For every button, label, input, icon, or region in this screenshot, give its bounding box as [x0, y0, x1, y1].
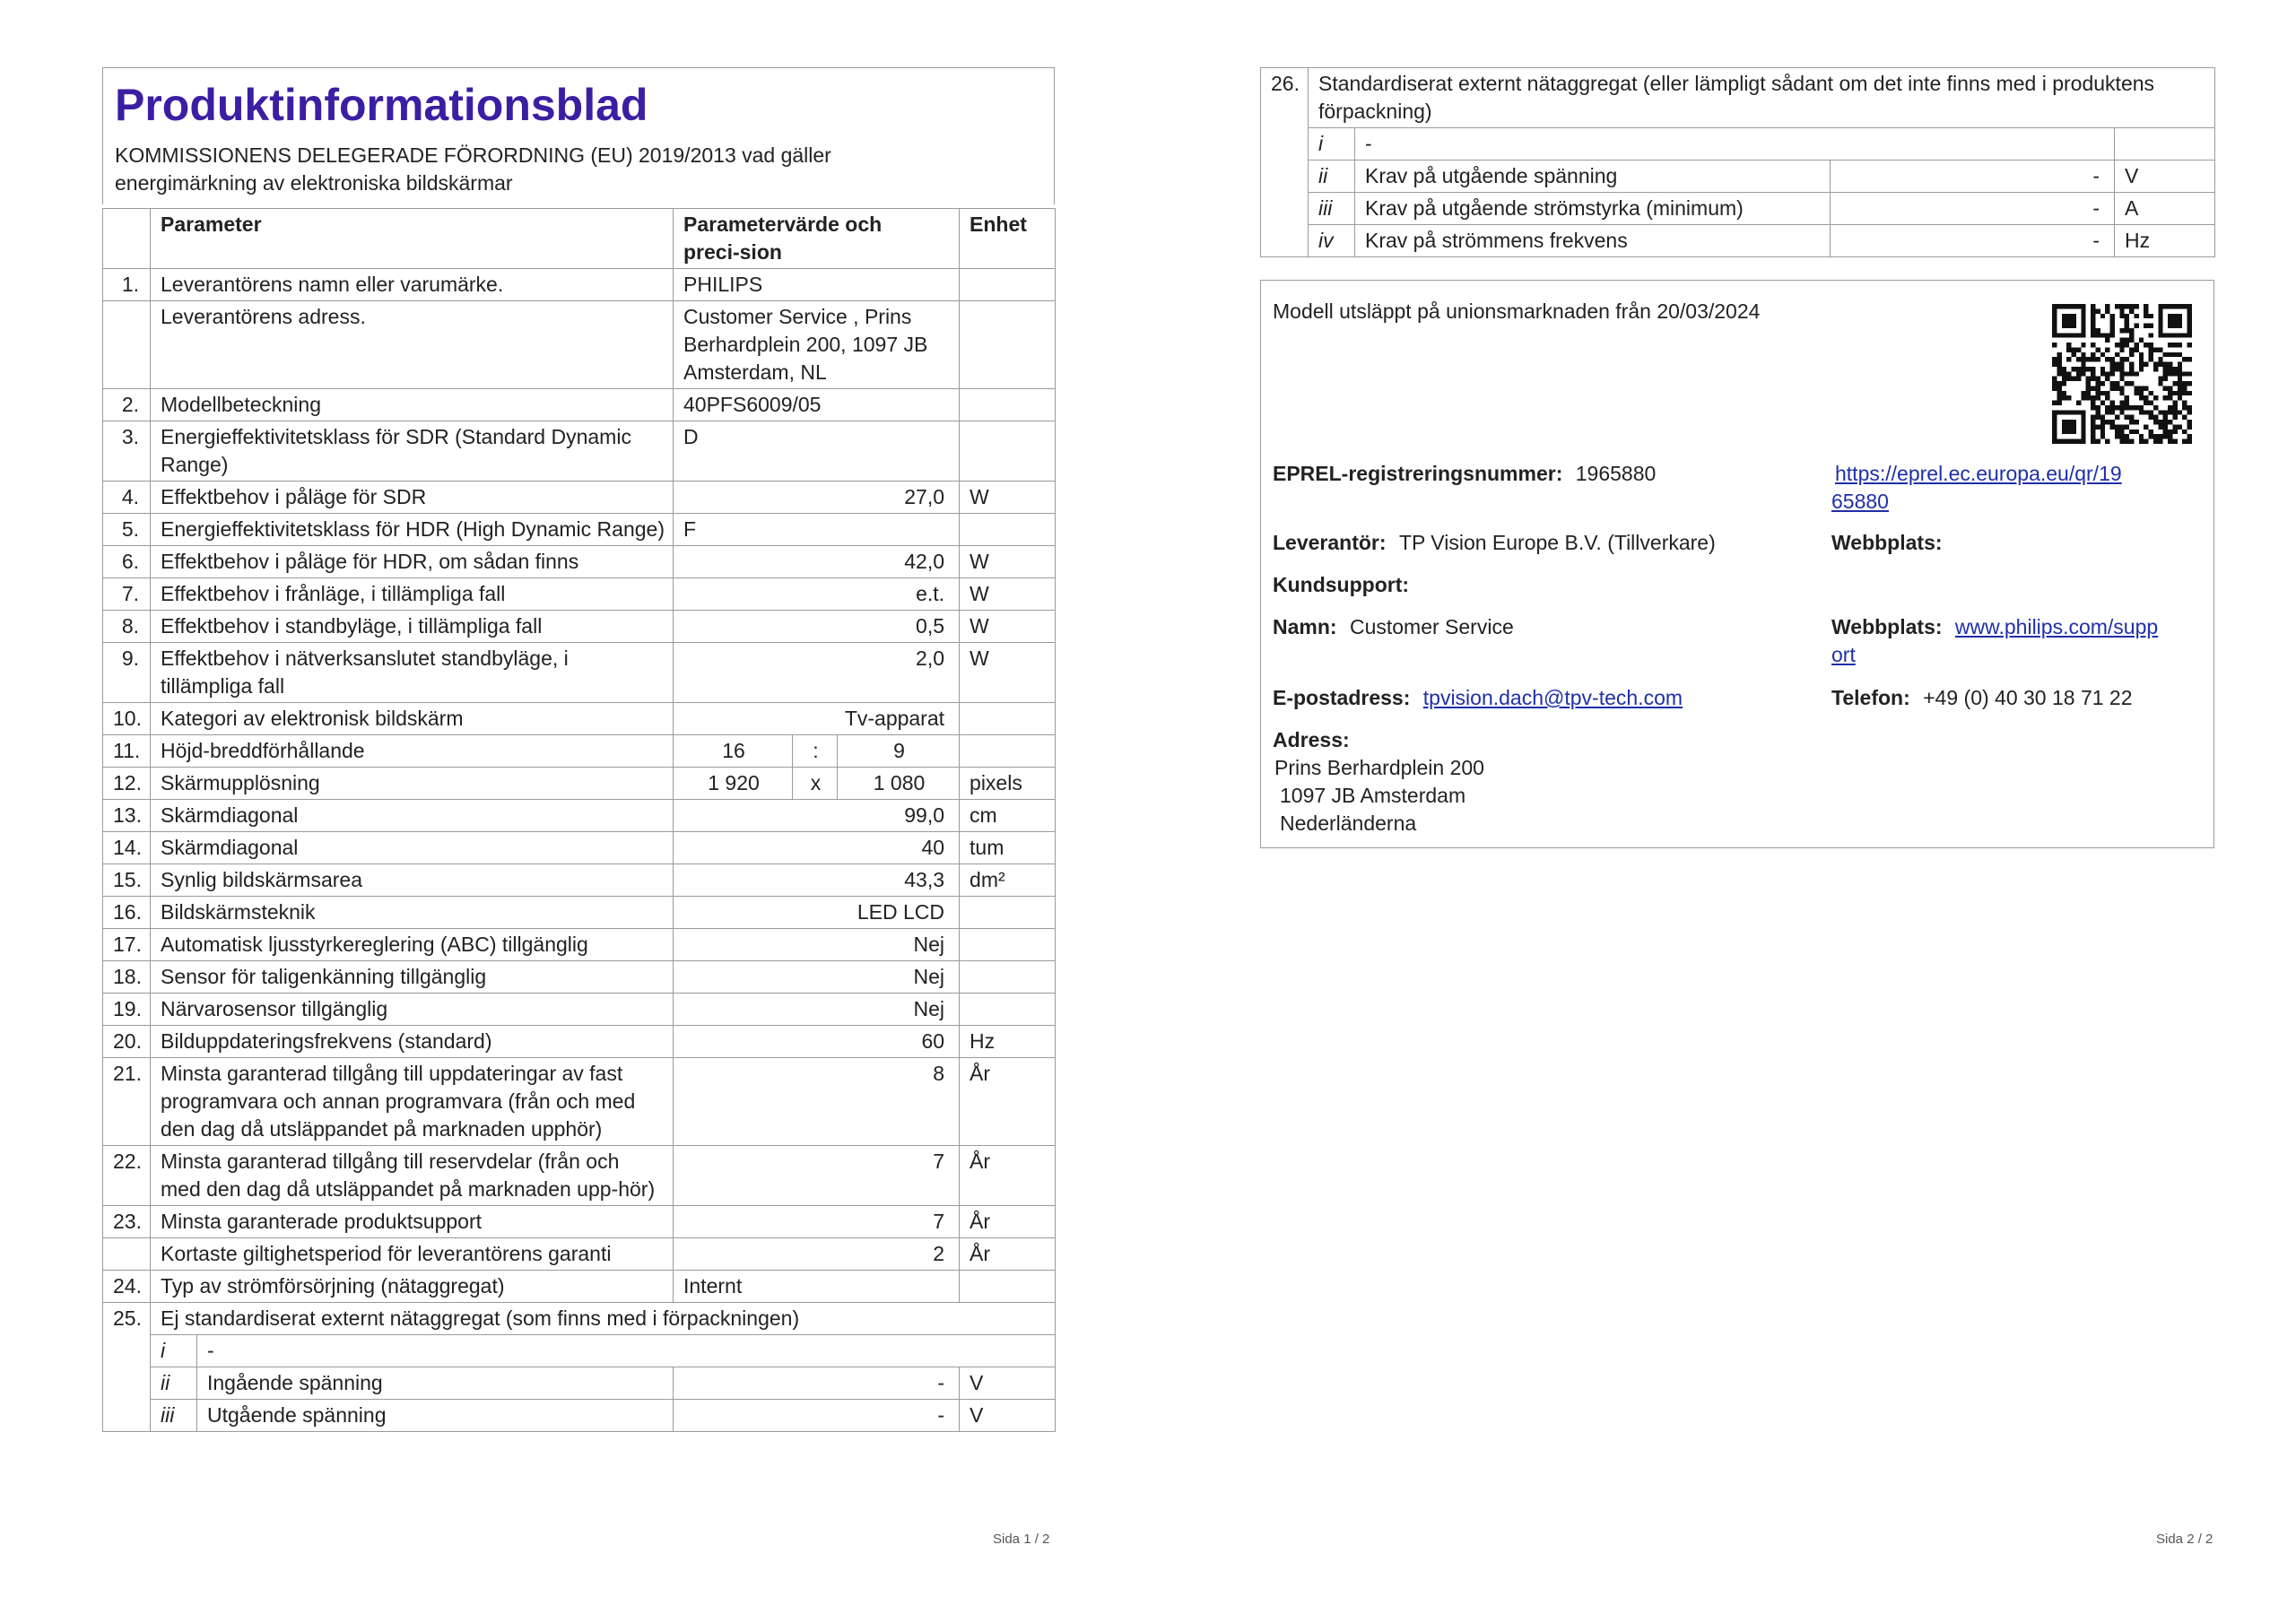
table-row	[103, 269, 1056, 301]
table-row	[103, 703, 1056, 735]
value-cell: 27,0	[674, 482, 960, 514]
parameter-cell: Modellbeteckning	[151, 389, 674, 421]
model-info-box	[1260, 280, 2214, 848]
value-cell: LED LCD	[674, 897, 960, 929]
table-row	[103, 1206, 1056, 1238]
row-number: 21.	[103, 1058, 151, 1146]
unit-cell	[960, 897, 1056, 929]
parameter-cell: Effektbehov i påläge för HDR, om sådan finns	[151, 546, 674, 578]
table-row	[103, 1146, 1056, 1206]
table-row	[103, 514, 1056, 546]
header-unit: Enhet	[960, 209, 1056, 269]
sub-row	[1261, 128, 2215, 161]
table-row	[103, 643, 1056, 703]
unit-cell: W	[960, 482, 1056, 514]
value-cell: 42,0	[674, 546, 960, 578]
sub-parameter-cell: Utgående spänning	[197, 1400, 674, 1432]
regulation-subtitle: KOMMISSIONENS DELEGERADE FÖRORDNING (EU) 2019/2013 vad gäller energimärkning av elektroniska bildskärmar	[115, 143, 831, 195]
power-supply-table	[1260, 67, 2215, 257]
website-label: Webbplats:	[1831, 531, 1943, 554]
row-number: 19.	[103, 994, 151, 1026]
table-row	[103, 421, 1056, 482]
unit-cell	[960, 735, 1056, 768]
sub-parameter-cell: Ingående spänning	[197, 1367, 674, 1400]
sub-value-cell: -	[674, 1367, 960, 1400]
roman-cell: iii	[151, 1400, 197, 1432]
parameter-cell: Höjd-breddförhållande	[151, 735, 674, 768]
value-separator: :	[793, 735, 838, 768]
sub-row	[103, 1400, 1056, 1432]
parameter-cell: Minsta garanterad tillgång till uppdateringar av fast programvara och annan programvara (från och med den dag då utsläppandet på marknaden upphör)	[151, 1058, 674, 1146]
value-cell: Nej	[674, 961, 960, 994]
roman-cell: ii	[151, 1367, 197, 1400]
sub-value-cell: -	[1831, 161, 2115, 193]
sub-unit-cell: A	[2115, 193, 2215, 225]
parameter-cell: Kategori av elektronisk bildskärm	[151, 703, 674, 735]
eprel-field	[1273, 460, 1656, 488]
value-cell: F	[674, 514, 960, 546]
eprel-value: 1965880	[1575, 462, 1657, 485]
parameter-cell: Synlig bildskärmsarea	[151, 864, 674, 897]
row-number: 26.	[1261, 68, 1309, 257]
value-cell: 40	[674, 832, 960, 864]
sheet-header	[102, 67, 1055, 204]
unit-cell: pixels	[960, 768, 1056, 800]
sub-parameter-cell: Krav på utgående spänning	[1355, 161, 1831, 193]
row-number: 7.	[103, 578, 151, 611]
row-number: 25.	[103, 1303, 151, 1432]
unit-cell	[960, 929, 1056, 961]
parameter-cell: Standardiserat externt nätaggregat (eller lämpligt sådant om det inte finns med i produktens förpackning)	[1309, 68, 2215, 128]
parameter-cell: Effektbehov i standbyläge, i tillämpliga fall	[151, 611, 674, 643]
address-line-2: 1097 JB Amsterdam	[1280, 784, 1466, 807]
parameter-cell: Leverantörens namn eller varumärke.	[151, 269, 674, 301]
sub-unit-cell: Hz	[2115, 225, 2215, 257]
unit-cell	[960, 1271, 1056, 1303]
value-cell: Internt	[674, 1271, 960, 1303]
eprel-link-line-2[interactable]: 65880	[1831, 490, 1889, 513]
table-row	[103, 768, 1056, 800]
row-number: 22.	[103, 1146, 151, 1206]
email-field	[1273, 684, 1683, 712]
value-cell: 40PFS6009/05	[674, 389, 960, 421]
row-number: 15.	[103, 864, 151, 897]
row-number: 4.	[103, 482, 151, 514]
row-number: 16.	[103, 897, 151, 929]
unit-cell	[960, 703, 1056, 735]
table-row	[103, 800, 1056, 832]
address-line-1: Prins Berhardplein 200	[1274, 756, 1484, 779]
address-label: Adress:	[1273, 728, 1350, 751]
parameter-cell: Skärmdiagonal	[151, 832, 674, 864]
sub-value-cell: -	[1831, 225, 2115, 257]
unit-cell: tum	[960, 832, 1056, 864]
parameter-cell: Bilduppdateringsfrekvens (standard)	[151, 1026, 674, 1058]
support-website-field	[1831, 613, 2158, 669]
roman-cell: i	[151, 1335, 197, 1367]
sub-row	[103, 1335, 1056, 1367]
table-row	[103, 735, 1056, 768]
phone-value: +49 (0) 40 30 18 71 22	[1923, 686, 2133, 709]
name-value: Customer Service	[1349, 615, 1514, 638]
sub-row	[1261, 225, 2215, 257]
address-line-3: Nederländerna	[1280, 812, 1417, 835]
unit-cell	[960, 421, 1056, 482]
table-row	[103, 832, 1056, 864]
table-row	[103, 864, 1056, 897]
table-row	[103, 482, 1056, 514]
sub-row	[103, 1367, 1056, 1400]
roman-cell: ii	[1309, 161, 1355, 193]
sub-row	[1261, 161, 2215, 193]
parameter-cell: Effektbehov i nätverksanslutet standbyläge, i tillämpliga fall	[151, 643, 674, 703]
unit-cell: År	[960, 1206, 1056, 1238]
page-number-2: Sida 2 / 2	[2156, 1532, 2213, 1547]
table-row	[103, 611, 1056, 643]
row-number: 8.	[103, 611, 151, 643]
supplier-value: TP Vision Europe B.V. (Tillverkare)	[1398, 531, 1716, 554]
name-field	[1273, 613, 1514, 641]
value-cell: Nej	[674, 929, 960, 961]
parameter-cell: Automatisk ljusstyrkereglering (ABC) tillgänglig	[151, 929, 674, 961]
support-website-label: Webbplats:	[1831, 615, 1943, 638]
row-number: 24.	[103, 1271, 151, 1303]
release-date-text: Modell utsläppt på unionsmarknaden från 20/03/2024	[1273, 299, 1761, 323]
unit-cell: cm	[960, 800, 1056, 832]
table-row	[103, 1271, 1056, 1303]
page-title: Produktinformationsblad	[115, 80, 648, 130]
row-number: 17.	[103, 929, 151, 961]
value-cell: Nej	[674, 994, 960, 1026]
customer-support-label: Kundsupport:	[1273, 573, 1410, 596]
row-number: 3.	[103, 421, 151, 482]
table-row	[103, 1026, 1056, 1058]
header-value: Parametervärde och preci-sion	[674, 209, 960, 269]
unit-cell: Hz	[960, 1026, 1056, 1058]
eprel-link[interactable]	[1831, 460, 2122, 516]
table-row	[103, 994, 1056, 1026]
table-row	[103, 301, 1056, 389]
table-row	[103, 1238, 1056, 1271]
sub-parameter-cell: -	[197, 1335, 1056, 1367]
unit-cell	[960, 514, 1056, 546]
parameter-cell: Minsta garanterad tillgång till reservdelar (från och med den dag då utsläppandet på marknaden upp-hör)	[151, 1146, 674, 1206]
header-no-cell	[103, 209, 151, 269]
unit-cell: W	[960, 546, 1056, 578]
value-part-2: 9	[838, 735, 960, 768]
parameter-cell: Närvarosensor tillgänglig	[151, 994, 674, 1026]
row-number: 2.	[103, 389, 151, 421]
unit-cell: W	[960, 643, 1056, 703]
row-number: 12.	[103, 768, 151, 800]
value-separator: x	[793, 768, 838, 800]
value-cell: 0,5	[674, 611, 960, 643]
table-row	[1261, 68, 2215, 128]
unit-cell: dm²	[960, 864, 1056, 897]
value-part-1: 1 920	[674, 768, 793, 800]
value-cell: 43,3	[674, 864, 960, 897]
header-parameter: Parameter	[151, 209, 674, 269]
unit-cell: W	[960, 611, 1056, 643]
phone-field	[1831, 684, 2133, 712]
row-number	[103, 301, 151, 389]
sub-unit-cell: V	[960, 1400, 1056, 1432]
sub-unit-cell: V	[2115, 161, 2215, 193]
parameter-cell: Typ av strömförsörjning (nätaggregat)	[151, 1271, 674, 1303]
row-number: 5.	[103, 514, 151, 546]
parameter-cell: Energieffektivitetsklass för SDR (Standard Dynamic Range)	[151, 421, 674, 482]
qr-code-icon	[2052, 304, 2192, 444]
table-row	[103, 546, 1056, 578]
table-header-row	[103, 209, 1056, 269]
parameter-cell: Effektbehov i frånläge, i tillämpliga fall	[151, 578, 674, 611]
support-website-link-line-1[interactable]: www.philips.com/supp	[1954, 615, 2159, 638]
row-number: 23.	[103, 1206, 151, 1238]
value-cell: 2,0	[674, 643, 960, 703]
sub-parameter-cell: Krav på strömmens frekvens	[1355, 225, 1831, 257]
value-cell: D	[674, 421, 960, 482]
table-row	[103, 897, 1056, 929]
row-number: 11.	[103, 735, 151, 768]
parameter-cell: Bildskärmsteknik	[151, 897, 674, 929]
unit-cell: W	[960, 578, 1056, 611]
value-cell: 8	[674, 1058, 960, 1146]
sub-parameter-cell: -	[1355, 128, 2115, 161]
value-cell: Customer Service , Prins Berhardplein 200, 1097 JB Amsterdam, NL	[674, 301, 960, 389]
value-part-2: 1 080	[838, 768, 960, 800]
table-row	[103, 389, 1056, 421]
parameter-cell: Leverantörens adress.	[151, 301, 674, 389]
row-number: 9.	[103, 643, 151, 703]
product-info-table	[102, 208, 1056, 1432]
email-label: E-postadress:	[1273, 686, 1411, 709]
value-cell: PHILIPS	[674, 269, 960, 301]
value-cell: 60	[674, 1026, 960, 1058]
email-link[interactable]: tpvision.dach@tpv-tech.com	[1422, 686, 1683, 709]
sub-value-cell: -	[1831, 193, 2115, 225]
power-supply-body	[1261, 68, 2215, 257]
row-number: 10.	[103, 703, 151, 735]
sub-parameter-cell: Krav på utgående strömstyrka (minimum)	[1355, 193, 1831, 225]
table-row	[103, 1303, 1056, 1335]
unit-cell	[960, 389, 1056, 421]
unit-cell: År	[960, 1238, 1056, 1271]
sub-value-cell: -	[674, 1400, 960, 1432]
unit-cell: År	[960, 1058, 1056, 1146]
parameter-cell: Kortaste giltighetsperiod för leverantörens garanti	[151, 1238, 674, 1271]
eprel-link-line-1[interactable]: https://eprel.ec.europa.eu/qr/19	[1835, 462, 2122, 485]
parameter-cell: Sensor för taligenkänning tillgänglig	[151, 961, 674, 994]
value-part-1: 16	[674, 735, 793, 768]
parameter-cell: Energieffektivitetsklass för HDR (High Dynamic Range)	[151, 514, 674, 546]
row-number: 6.	[103, 546, 151, 578]
value-cell: 99,0	[674, 800, 960, 832]
value-cell: 2	[674, 1238, 960, 1271]
eprel-label: EPREL-registreringsnummer:	[1273, 462, 1563, 485]
value-cell: 7	[674, 1146, 960, 1206]
unit-cell	[960, 961, 1056, 994]
parameter-cell: Effektbehov i påläge för SDR	[151, 482, 674, 514]
parameter-cell: Minsta garanterade produktsupport	[151, 1206, 674, 1238]
support-website-link-line-2[interactable]: ort	[1831, 643, 1856, 666]
table-row	[103, 1058, 1056, 1146]
row-number: 14.	[103, 832, 151, 864]
unit-cell	[960, 994, 1056, 1026]
parameter-cell: Skärmdiagonal	[151, 800, 674, 832]
supplier-field	[1273, 529, 1716, 557]
sub-unit-cell	[2115, 128, 2215, 161]
phone-label: Telefon:	[1831, 686, 1910, 709]
row-number: 13.	[103, 800, 151, 832]
name-label: Namn:	[1273, 615, 1337, 638]
page-number-1: Sida 1 / 2	[993, 1532, 1050, 1547]
table-row	[103, 578, 1056, 611]
row-number: 1.	[103, 269, 151, 301]
unit-cell: År	[960, 1146, 1056, 1206]
table-row	[103, 961, 1056, 994]
unit-cell	[960, 301, 1056, 389]
sub-unit-cell: V	[960, 1367, 1056, 1400]
product-info-body	[103, 209, 1056, 1432]
value-cell: Tv-apparat	[674, 703, 960, 735]
parameter-cell: Skärmupplösning	[151, 768, 674, 800]
value-cell: 7	[674, 1206, 960, 1238]
sub-row	[1261, 193, 2215, 225]
roman-cell: iii	[1309, 193, 1355, 225]
unit-cell	[960, 269, 1056, 301]
parameter-cell: Ej standardiserat externt nätaggregat (som finns med i förpackningen)	[151, 1303, 1056, 1335]
row-number	[103, 1238, 151, 1271]
roman-cell: i	[1309, 128, 1355, 161]
row-number: 20.	[103, 1026, 151, 1058]
row-number: 18.	[103, 961, 151, 994]
table-row	[103, 929, 1056, 961]
value-cell: e.t.	[674, 578, 960, 611]
roman-cell: iv	[1309, 225, 1355, 257]
supplier-label: Leverantör:	[1273, 531, 1387, 554]
